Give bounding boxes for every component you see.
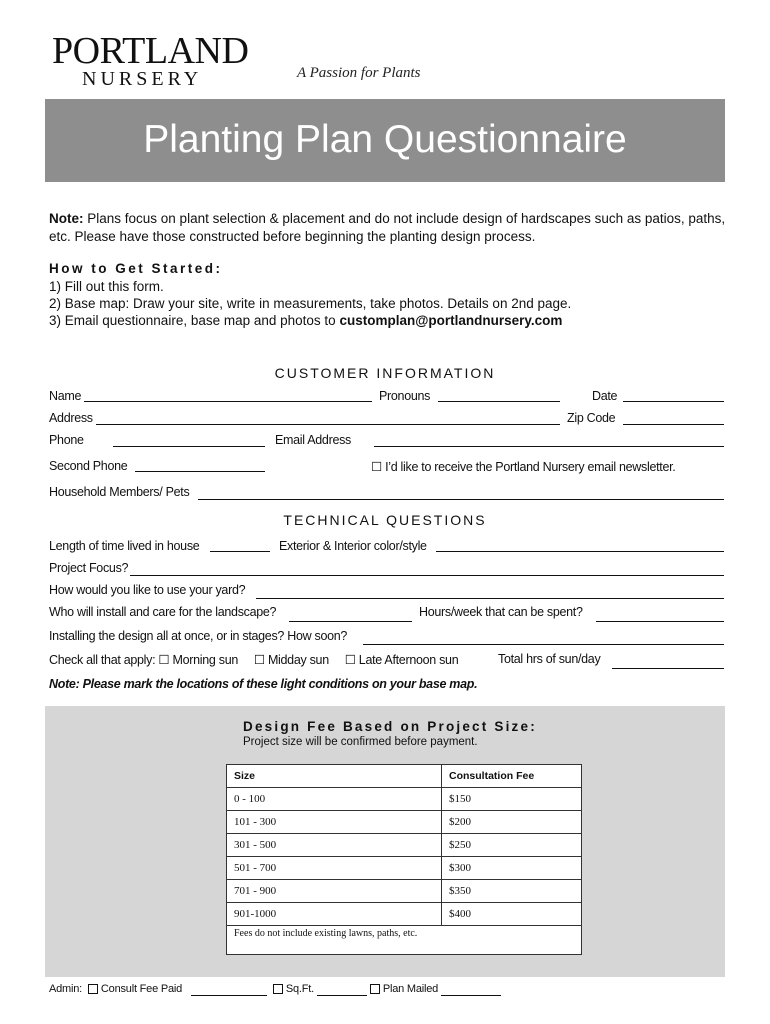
table-row <box>227 788 582 811</box>
phone-field[interactable] <box>113 446 265 447</box>
total-sun-label: Total hrs of sun/day <box>498 652 601 666</box>
address-field[interactable] <box>96 424 560 425</box>
logo-portland: PORTLAND <box>52 30 249 72</box>
fee-heading: Design Fee Based on Project Size: <box>243 719 537 734</box>
contact-email[interactable]: customplan@portlandnursery.com <box>339 313 563 328</box>
page-title: Planting Plan Questionnaire <box>143 118 627 161</box>
length-label: Length of time lived in house <box>49 539 200 553</box>
email-label: Email Address <box>275 433 351 447</box>
sqft-checkbox[interactable] <box>273 984 283 994</box>
hours-field[interactable] <box>596 621 724 622</box>
admin-label: Admin: <box>49 983 83 995</box>
light-note: Note: Please mark the locations of these light conditions on your base map. <box>49 677 478 691</box>
focus-field[interactable] <box>130 575 724 576</box>
intro-note <box>49 210 729 246</box>
fee-footnote: Fees do not include existing lawns, paths, etc. <box>227 926 582 955</box>
fee-cell: $250 <box>442 834 582 857</box>
size-cell: 101 - 300 <box>227 811 442 834</box>
customer-info-heading: CUSTOMER INFORMATION <box>274 365 496 381</box>
total-sun-field[interactable] <box>612 668 724 669</box>
fee-subheading: Project size will be confirmed before payment. <box>243 736 478 748</box>
size-cell: 301 - 500 <box>227 834 442 857</box>
name-field[interactable] <box>84 401 372 402</box>
fee-cell: $300 <box>442 857 582 880</box>
exterior-label: Exterior & Interior color/style <box>279 539 427 553</box>
technical-heading: TECHNICAL QUESTIONS <box>283 512 487 528</box>
table-row <box>227 903 582 926</box>
admin-line <box>49 983 501 996</box>
date-label: Date <box>592 389 618 403</box>
getting-started-heading: How to Get Started: <box>49 261 223 276</box>
zip-field[interactable] <box>623 424 724 425</box>
logo-nursery: NURSERY <box>82 68 203 90</box>
size-cell: 701 - 900 <box>227 880 442 903</box>
step-3-text: 3) Email questionnaire, base map and photos to <box>49 313 340 328</box>
table-row <box>227 834 582 857</box>
plan-mailed-field[interactable] <box>441 983 501 996</box>
install-field[interactable] <box>289 621 412 622</box>
second-phone-field[interactable] <box>135 471 265 472</box>
household-field[interactable] <box>198 499 724 500</box>
zip-label: Zip Code <box>567 411 616 425</box>
step-3 <box>49 312 562 330</box>
newsletter-checkbox[interactable]: ☐ I’d like to receive the Portland Nursery email newsletter. <box>371 460 676 474</box>
step-1: 1) Fill out this form. <box>49 279 164 294</box>
note-text: Plans focus on plant selection & placement and do not include design of hardscapes such as patios, paths, etc. Please have those constructed before beginning the planting design process. <box>49 211 726 244</box>
fee-cell: $200 <box>442 811 582 834</box>
sun-checkboxes[interactable]: Check all that apply: ☐ Morning sun ☐ Midday sun ☐ Late Afternoon sun <box>49 653 459 667</box>
table-header-row <box>227 765 582 788</box>
table-row <box>227 880 582 903</box>
fee-cell: $150 <box>442 788 582 811</box>
stages-field[interactable] <box>363 644 724 645</box>
consult-fee-label: Consult Fee Paid <box>100 983 183 995</box>
table-row <box>227 811 582 834</box>
plan-mailed-checkbox[interactable] <box>370 984 380 994</box>
yard-label: How would you like to use your yard? <box>49 583 246 597</box>
col-fee: Consultation Fee <box>442 765 582 788</box>
install-label: Who will install and care for the landscape? <box>49 605 277 619</box>
fee-table <box>226 764 582 955</box>
title-banner <box>45 99 725 182</box>
fee-cell: $350 <box>442 880 582 903</box>
logo <box>50 30 290 92</box>
phone-label: Phone <box>49 433 84 447</box>
tagline: A Passion for Plants <box>297 65 421 81</box>
sqft-label: Sq.Ft. <box>285 983 314 995</box>
address-label: Address <box>49 411 93 425</box>
date-field[interactable] <box>623 401 724 402</box>
plan-mailed-label: Plan Mailed <box>382 983 439 995</box>
exterior-field[interactable] <box>436 551 724 552</box>
length-field[interactable] <box>210 551 270 552</box>
hours-label: Hours/week that can be spent? <box>419 605 583 619</box>
note-label: Note: <box>49 211 84 226</box>
table-row <box>227 857 582 880</box>
email-field[interactable] <box>374 446 724 447</box>
sqft-field[interactable] <box>317 983 367 996</box>
size-cell: 901-1000 <box>227 903 442 926</box>
name-label: Name <box>49 389 82 403</box>
fee-cell: $400 <box>442 903 582 926</box>
consult-fee-field[interactable] <box>191 983 267 996</box>
stages-label: Installing the design all at once, or in stages? How soon? <box>49 629 348 643</box>
household-label: Household Members/ Pets <box>49 485 190 499</box>
size-cell: 501 - 700 <box>227 857 442 880</box>
size-cell: 0 - 100 <box>227 788 442 811</box>
second-phone-label: Second Phone <box>49 459 128 473</box>
table-footnote-row <box>227 926 582 955</box>
yard-field[interactable] <box>256 598 724 599</box>
pronouns-field[interactable] <box>438 401 560 402</box>
pronouns-label: Pronouns <box>379 389 431 403</box>
consult-fee-checkbox[interactable] <box>88 984 98 994</box>
focus-label: Project Focus? <box>49 561 129 575</box>
step-2: 2) Base map: Draw your site, write in measurements, take photos. Details on 2nd page. <box>49 296 572 311</box>
col-size: Size <box>227 765 442 788</box>
